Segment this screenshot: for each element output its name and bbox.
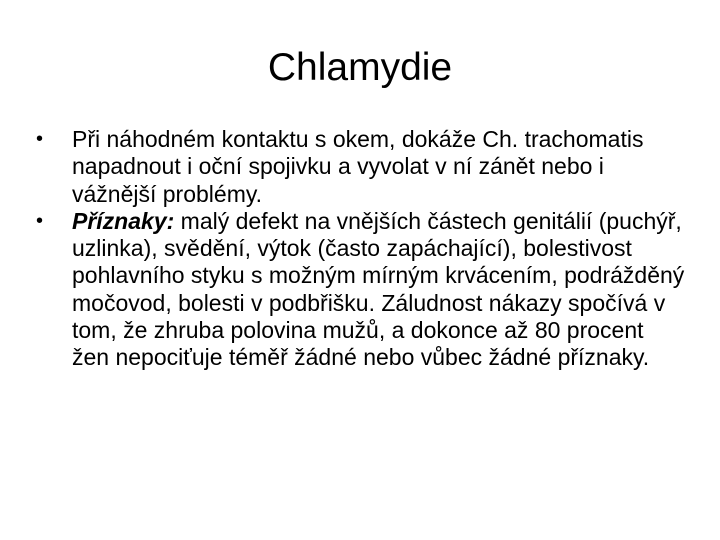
bullet-list bbox=[36, 126, 686, 372]
bullet-icon: • bbox=[36, 209, 44, 232]
bullet-item-contact bbox=[36, 126, 686, 208]
symptoms-lead-in: Příznaky: bbox=[72, 207, 175, 234]
bullet-item-symptoms bbox=[36, 208, 686, 372]
bullet-text: Při náhodném kontaktu s okem, dokáže Ch. trachomatis napadnout i oční spojivku a vyvolat v ní zánět nebo i vážnější problémy. bbox=[72, 126, 644, 207]
bullet-text: malý defekt na vnějších částech genitálií (puchýř, uzlinka), svědění, výtok (často zapáchající), bolestivost pohlavního styku s možným mírným krvácením, podrážděný močovod, bolesti v podbřišku. Záludnost nákazy spočívá v tom, že zhruba polovina mužů, a dokonce až 80 procent žen nepociťuje téměř žádné nebo vůbec žádné příznaky. bbox=[72, 207, 685, 371]
slide-title: Chlamydie bbox=[267, 46, 453, 89]
bullet-icon: • bbox=[36, 128, 44, 150]
